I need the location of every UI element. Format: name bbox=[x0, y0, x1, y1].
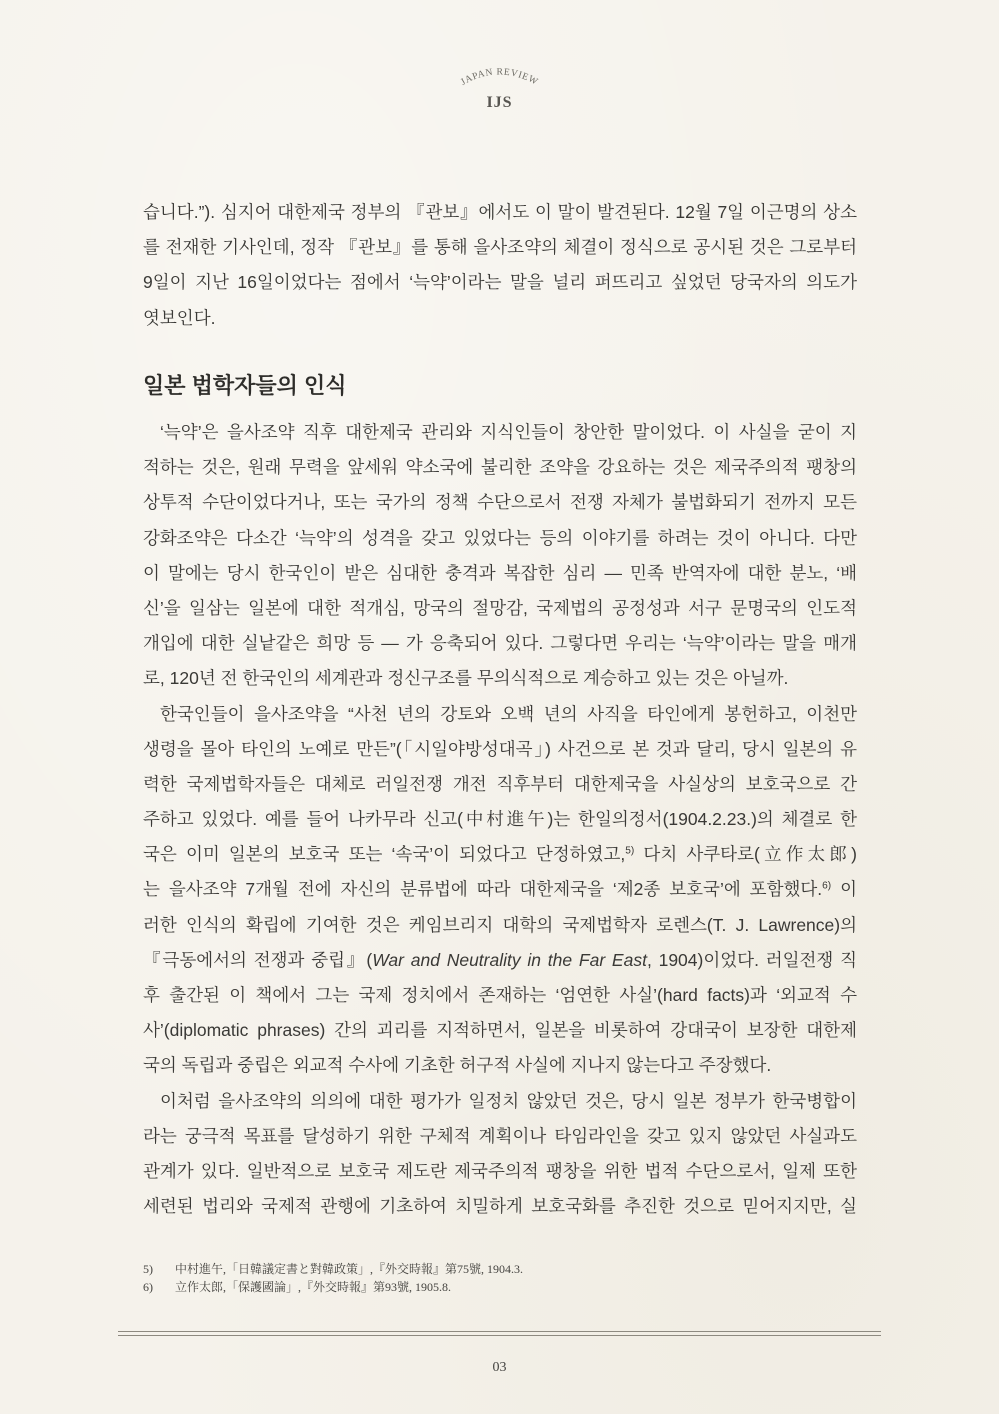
text-run: 이 bbox=[831, 879, 857, 900]
text-line: 를 전재한 기사인데, 정작 『관보』를 통해 을사조약의 체결이 정식으로 공시된 것은 그로부터 bbox=[143, 237, 857, 258]
text-line: 생령을 몰아 타인의 노예로 만든”(「시일야방성대곡」) 사건으로 본 것과 달리, 당시 일본의 유 bbox=[143, 738, 857, 759]
masthead-logo-text: IJS bbox=[486, 94, 513, 111]
double-rule bbox=[118, 1331, 881, 1336]
footnote-ref: 6) bbox=[822, 881, 832, 893]
body-paragraph bbox=[143, 1084, 857, 1225]
text-line: ‘늑약’은 을사조약 직후 대한제국 관리와 지식인들이 창안한 말이었다. 이 사실을 굳이 지 bbox=[160, 422, 857, 442]
text-line: 국의 독립과 중립은 외교적 수사에 기초한 허구적 사실에 지나지 않는다고 주장했다. bbox=[143, 1055, 772, 1076]
text-line: 후 출간된 이 책에서 그는 국제 정치에서 존재하는 ‘엄연한 사실’(hard facts)과 ‘외교적 수 bbox=[143, 985, 857, 1005]
text-run: 국은 이미 일본의 보호국 또는 ‘속국’이 되었다고 단정하였고, bbox=[143, 844, 626, 865]
text-line: 한국인들이 을사조약을 “사천 년의 강토와 오백 년의 사직을 타인에게 봉헌하고, 이천만 bbox=[160, 703, 857, 724]
text-line: 러한 인식의 확립에 기여한 것은 케임브리지 대학의 국제법학자 로렌스(T. J. Lawrence)의 bbox=[143, 914, 857, 935]
text-line: 엿보인다. bbox=[143, 307, 216, 328]
text-line: 적하는 것은, 원래 무력을 앞세워 약소국에 불리한 조약을 강요하는 것은 제국주의적 팽창의 bbox=[143, 457, 857, 478]
text-line: 강화조약은 다소간 ‘늑약’의 성격을 갖고 있었다는 등의 이야기를 하려는 것이 아니다. 다만 bbox=[143, 527, 857, 548]
footnote bbox=[143, 1278, 857, 1296]
masthead-arc-text bbox=[459, 67, 540, 88]
text-line: 관계가 있다. 일반적으로 보호국 제도란 제국주의적 팽창을 위한 법적 수단으로서, 일제 또한 bbox=[143, 1160, 857, 1181]
text-line bbox=[143, 943, 857, 978]
section-body bbox=[143, 415, 857, 1224]
text-run: 다치 사쿠타로(立作太郎) bbox=[634, 844, 857, 865]
text-line: 상투적 수단이었다거나, 또는 국가의 정책 수단으로서 전쟁 자체가 불법화되기 전까지 모든 bbox=[143, 492, 857, 513]
page-number: 03 bbox=[492, 1360, 507, 1375]
footnote-text: 中村進午,「日韓議定書と對韓政策」,『外交時報』第75號, 1904.3. bbox=[175, 1262, 524, 1276]
body-paragraph bbox=[143, 415, 857, 697]
body-paragraph bbox=[143, 697, 857, 1084]
footnote-number: 6) bbox=[143, 1280, 153, 1294]
footnote-text: 立作太郎,「保護國論」,『外交時報』第93號, 1905.8. bbox=[175, 1280, 452, 1294]
footnotes bbox=[143, 1260, 857, 1296]
text-line: 신’을 일삼는 일본에 대한 적개심, 망국의 절망감, 국제법의 공정성과 서구 문명국의 인도적 bbox=[143, 597, 857, 618]
text-line: 이처럼 을사조약의 의의에 대한 평가가 일정치 않았던 것은, 당시 일본 정부가 한국병합이 bbox=[160, 1090, 857, 1111]
text-line: 이 말에는 당시 한국인이 받은 심대한 충격과 복잡한 심리 — 민족 반역자에 대한 분노, ‘배 bbox=[143, 562, 857, 583]
book-title-italic: War and Neutrality in the Far East bbox=[372, 949, 647, 970]
text-line: 습니다.”). 심지어 대한제국 정부의 『관보』에서도 이 말이 발견된다. 12월 7일 이근명의 상소 bbox=[143, 202, 857, 222]
footnote bbox=[143, 1260, 857, 1278]
text-line bbox=[143, 872, 857, 907]
text-run: 『극동에서의 전쟁과 중립』( bbox=[143, 949, 373, 970]
text-line: 세련된 법리와 국제적 관행에 기초하여 치밀하게 보호국화를 추진한 것으로 믿어지지만, 실 bbox=[143, 1196, 857, 1217]
text-line: 라는 궁극적 목표를 달성하기 위한 구체적 계획이나 타임라인을 갖고 있지 않았던 사실과도 bbox=[143, 1125, 857, 1146]
text-line: 사’(diplomatic phrases) 간의 괴리를 지적하면서, 일본을 비롯하여 강대국이 보장한 대한제 bbox=[143, 1020, 857, 1041]
text-line: 주하고 있었다. 예를 들어 나카무라 신고(中村進午)는 한일의정서(1904.2.23.)의 체결로 한 bbox=[143, 809, 857, 830]
footnote-number: 5) bbox=[143, 1262, 153, 1276]
section-heading: 일본 법학자들의 인식 bbox=[143, 373, 347, 398]
text-line: 개입에 대한 실낱같은 희망 등 — 가 응축되어 있다. 그렇다면 우리는 ‘늑약’이라는 말을 매개 bbox=[143, 633, 857, 654]
footnote-ref: 5) bbox=[625, 845, 635, 857]
masthead-logo bbox=[439, 55, 560, 115]
text-line: 로, 120년 전 한국인의 세계관과 정신구조를 무의식적으로 계승하고 있는 것은 아닐까. bbox=[143, 668, 789, 689]
text-line: 9일이 지난 16일이었다는 점에서 ‘늑약’이라는 말을 널리 퍼뜨리고 싶었던 당국자의 의도가 bbox=[143, 272, 857, 293]
text-line: 력한 국제법학자들은 대체로 러일전쟁 개전 직후부터 대한제국을 사실상의 보호국으로 간 bbox=[143, 773, 857, 794]
text-run: , 1904)이었다. 러일전쟁 직 bbox=[646, 949, 857, 970]
text-run: 는 을사조약 7개월 전에 자신의 분류법에 따라 대한제국을 ‘제2종 보호국’에 포함했다. bbox=[143, 879, 823, 900]
text-line bbox=[143, 837, 857, 872]
masthead-arc-textpath: JAPAN REVIEW bbox=[458, 66, 541, 88]
continuation-paragraph bbox=[143, 195, 857, 336]
